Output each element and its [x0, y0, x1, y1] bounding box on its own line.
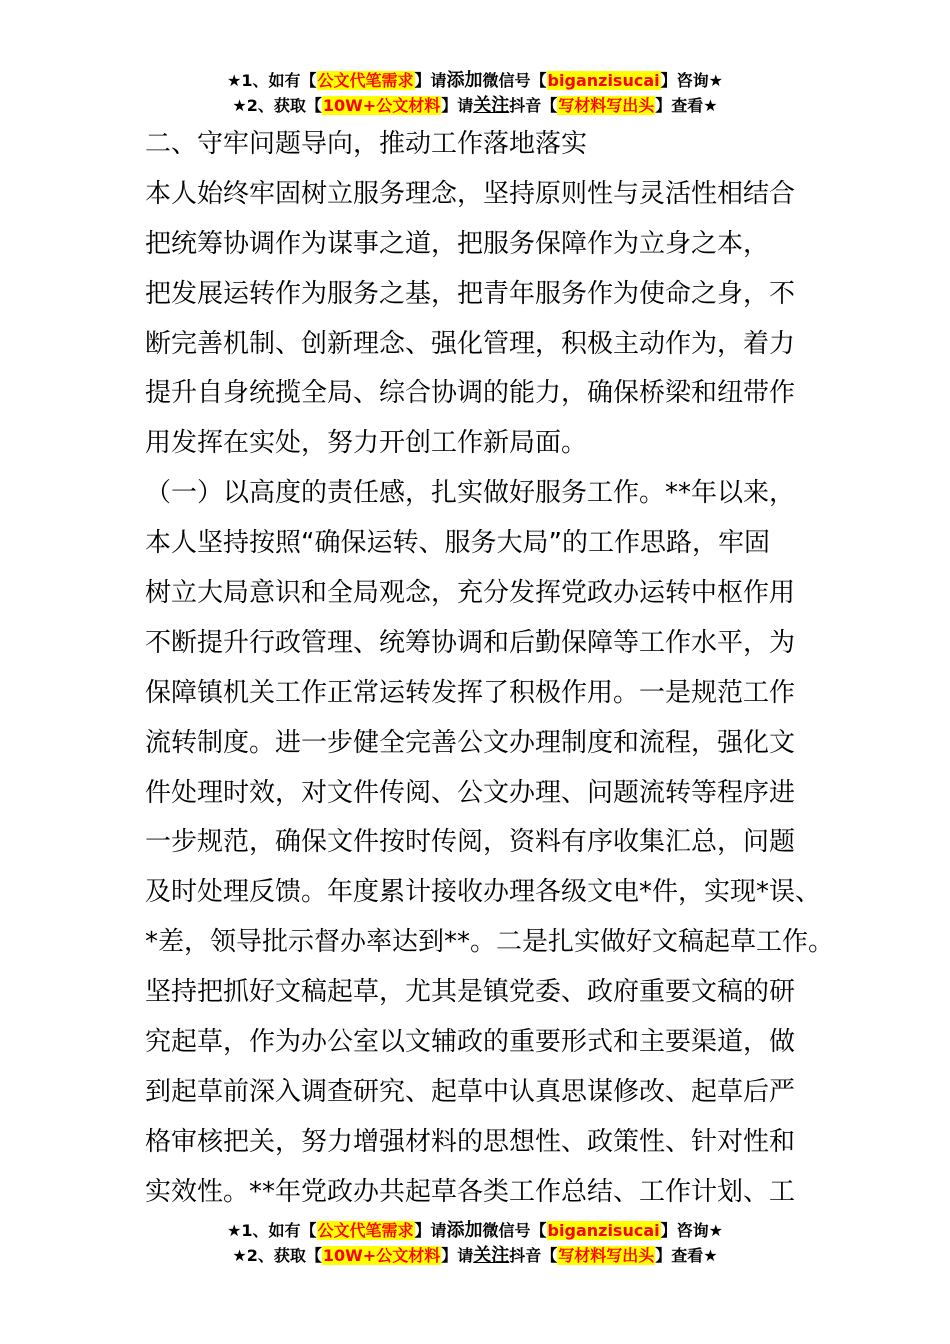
promo-text: 】请 [441, 96, 474, 115]
body-line: 断完善机制、创新理念、强化管理，积极主动作为，着力 [145, 328, 796, 359]
body-line: 实效性。**年党政办共起草各类工作总结、工作计划、工 [145, 1176, 796, 1207]
promo-text: 】请 [441, 1246, 474, 1265]
promo-text: 抖音【 [509, 96, 558, 115]
promo-highlight: 写材料写出头 [558, 96, 655, 115]
promo-header [0, 68, 950, 118]
body-line: 流转制度。进一步健全完善公文办理制度和流程，强化文 [145, 727, 796, 758]
body-line: 提升自身统揽全局、综合协调的能力，确保桥梁和纽带作 [145, 378, 796, 409]
body-line: 把统筹协调作为谋事之道，把服务保障作为立身之本， [145, 228, 770, 259]
promo-text: 】请 [414, 71, 447, 90]
body-line: 本人坚持按照“确保运转、服务大局”的工作思路，牢固 [145, 528, 770, 559]
body-line: 树立大局意识和全局观念，充分发挥党政办运转中枢作用 [145, 578, 796, 609]
promo-highlight: biganzisucai [547, 71, 660, 90]
promo-text: 微信号【 [482, 1221, 547, 1240]
promo-text: 】请 [414, 1221, 447, 1240]
body-line: 坚持把抓好文稿起草，尤其是镇党委、政府重要文稿的研 [145, 977, 796, 1008]
body-line: 本人始终牢固树立服务理念，坚持原则性与灵活性相结合 [145, 178, 796, 209]
promo-prefix: ★1、如有【 [227, 71, 317, 90]
promo-emphasis: 添加 [446, 70, 483, 91]
promo-prefix: ★2、获取【 [232, 1246, 322, 1265]
promo-line-1 [0, 68, 950, 93]
promo-highlight: 10W+公文材料 [322, 96, 441, 115]
body-line: 一步规范，确保文件按时传阅，资料有序收集汇总，问题 [145, 827, 796, 858]
body-line: 件处理时效，对文件传阅、公文办理、问题流转等程序进 [145, 777, 796, 808]
promo-line-2 [0, 93, 950, 118]
body-line: *差，领导批示督办率达到**。二是扎实做好文稿起草工作。 [145, 927, 835, 958]
section-heading: 二、守牢问题导向，推动工作落地落实 [145, 129, 588, 159]
body-line: 不断提升行政管理、统筹协调和后勤保障等工作水平，为 [145, 627, 796, 658]
body-line: 保障镇机关工作正常运转发挥了积极作用。一是规范工作 [145, 677, 796, 708]
promo-emphasis: 关注 [473, 95, 510, 116]
promo-suffix: 】咨询★ [660, 71, 723, 90]
promo-suffix: 】查看★ [655, 1246, 718, 1265]
body-line: 把发展运转作为服务之基，把青年服务作为使命之身，不 [145, 278, 796, 309]
promo-suffix: 】咨询★ [660, 1221, 723, 1240]
promo-highlight: 10W+公文材料 [322, 1246, 441, 1265]
body-line: 格审核把关，努力增强材料的思想性、政策性、针对性和 [145, 1126, 796, 1157]
body-line: 到起草前深入调查研究、起草中认真思谋修改、起草后严 [145, 1076, 796, 1107]
promo-suffix: 】查看★ [655, 96, 718, 115]
body-line: （一）以高度的责任感，扎实做好服务工作。**年以来， [145, 478, 796, 509]
body-line: 用发挥在实处，努力开创工作新局面。 [145, 428, 588, 459]
promo-highlight: 写材料写出头 [558, 1246, 655, 1265]
promo-emphasis: 添加 [446, 1220, 483, 1241]
promo-prefix: ★1、如有【 [227, 1221, 317, 1240]
promo-prefix: ★2、获取【 [232, 96, 322, 115]
promo-emphasis: 关注 [473, 1245, 510, 1266]
body-line: 究起草，作为办公室以文辅政的重要形式和主要渠道，做 [145, 1027, 796, 1058]
body-line: 及时处理反馈。年度累计接收办理各级文电*件，实现*误、 [145, 877, 822, 908]
promo-highlight: 公文代笔需求 [317, 71, 414, 90]
promo-text: 抖音【 [509, 1246, 558, 1265]
document-body [145, 120, 845, 1218]
promo-footer [0, 1218, 950, 1268]
promo-highlight: 公文代笔需求 [317, 1221, 414, 1240]
promo-line-2 [0, 1243, 950, 1268]
promo-highlight: biganzisucai [547, 1221, 660, 1240]
promo-text: 微信号【 [482, 71, 547, 90]
promo-line-1 [0, 1218, 950, 1243]
